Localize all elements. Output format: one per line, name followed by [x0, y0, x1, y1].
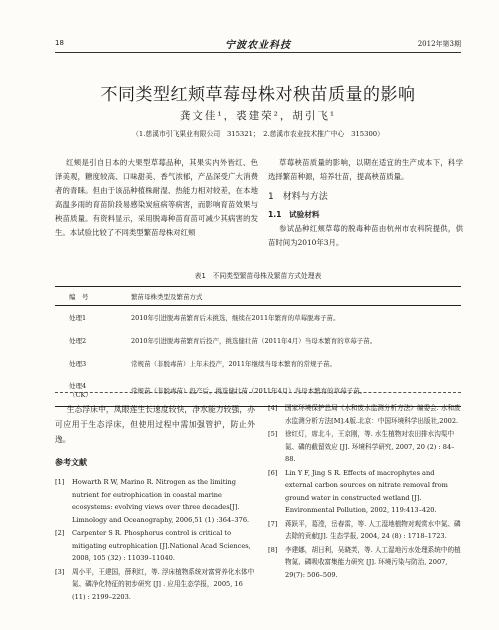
references-heading: 参考文献	[55, 458, 87, 467]
intro-paragraph-continued: 草莓秧苗质量的影响，以期在适宜的生产成本下，科学选择繁苗种源，培养壮苗，提高秧苗质量。	[268, 158, 463, 181]
table-cell-desc: 常规苗（非脱毒苗）投产后，挑选健壮苗（2011年4月）当母本繁育的草莓子苗。	[131, 386, 367, 395]
article-divider	[55, 392, 461, 393]
reference-item	[268, 428, 463, 466]
section-heading-materials: 1 材料与方法	[268, 192, 328, 202]
materials-paragraph: 参试品种红颊草莓的脱毒种苗由杭州市农科院提供，供苗时间为2010年3月。	[268, 224, 463, 247]
reference-item	[55, 476, 255, 526]
page-number: 18	[55, 39, 64, 47]
table-cell-desc: 2010年引进脱毒苗繁育后未挑选，继续在2011年繁育的草莓脱毒子苗。	[131, 313, 340, 322]
article-affiliation: （1.慈溪市引飞果业有限公司 315321； 2.慈溪市农业技术推广中心 315300）	[132, 130, 384, 138]
prev-article-column-left	[55, 402, 255, 604]
table-cell-desc: 2010年引进脱毒苗繁育后投产，挑选健壮苗（2011年4月）当母本繁育的草莓子苗。	[131, 336, 377, 345]
reference-item	[268, 518, 463, 543]
references-list-left	[55, 476, 255, 603]
table-cell-id: 处理1	[69, 313, 87, 322]
reference-number: [6]	[268, 468, 278, 477]
reference-text: Lin Y F, Jing S R. Effects of macrophytes and external carbon sources on nitrate removal from ground water in constructed wetland [J]. Environmental Pollution, 2002, 119:413–420.	[285, 468, 448, 514]
reference-number: [2]	[55, 529, 65, 537]
reference-number: [5]	[268, 430, 278, 438]
reference-number: [4]	[268, 404, 278, 412]
table-row	[55, 329, 461, 352]
table-cell-id: 处理2	[69, 336, 87, 345]
article-authors: 龚文佳¹，裘建荣²，胡引飞¹	[179, 110, 337, 122]
references-list-right	[268, 402, 463, 581]
reference-number: [8]	[268, 545, 278, 554]
prev-article-column-right	[268, 402, 463, 582]
reference-text: 蒋跃平，葛滢，岳春雷，等. 人工湿地植物对观赏水中氮、磷去除的贡献[J]. 生态学报, 2004, 24 (8) : 1718–1723.	[285, 519, 461, 540]
table-header-row	[55, 287, 461, 306]
reference-item	[55, 527, 255, 565]
reference-item	[55, 566, 255, 604]
reference-text: 徐红灯，席北斗，王京刚，等. 水生植物对农田排水沟渠中氮、磷的截留效应 [J]. 环境科学研究, 2007, 20 (2) : 84–88.	[285, 430, 455, 463]
reference-number: [3]	[55, 567, 65, 576]
running-header	[55, 38, 461, 53]
table-row	[55, 306, 461, 329]
reference-text: Howarth R W, Marino R. Nitrogen as the limiting nutrient for eutrophication in coastal marine ecosystems: evolving views over three decades[J]. Limnology and Oceanography, 2006,51 (1) :364–376.	[72, 478, 250, 524]
reference-text: 国家环境保护总局《水和废水监测分析方法》编委会. 水和废水监测分析方法[M].4版.北京：中国环境科学出版社,2002.	[285, 404, 461, 425]
reference-item	[268, 402, 463, 427]
reference-item	[268, 544, 463, 582]
article-title: 不同类型红颊草莓母株对秧苗质量的影响	[100, 85, 416, 105]
intro-paragraph: 红颊是引自日本的大果型草莓品种，其果实内外皆红、色泽美观，糖度较高、口味甜美、香气浓郁，产品深受广大消费者的青睐。但由于该品种植株耐湿、热能力相对较差，在本地高温多雨的育苗阶段易感染炭疽病等病害，而影响育苗效果与秧苗质量。有资料显示，采用脱毒种苗育苗可减少其病害的发生。本试验比较了不同类型繁苗母株对红颊	[55, 158, 258, 237]
reference-item	[268, 467, 463, 517]
intro-column-left	[55, 156, 258, 240]
table-header-desc: 繁苗母株类型及繁苗方式	[131, 292, 203, 301]
table-cell-desc: 常规苗（非脱毒苗）上年未投产，2011年继续当母本繁育的常规子苗。	[131, 359, 337, 368]
table-row	[55, 352, 461, 375]
reference-text: Carpenter S R. Phosphorus control is critical to mitigating eutrophication [J].National Acad Sciences, 2008, 105 (32) : 11039–11040.	[72, 529, 251, 562]
reference-text: 李建娜，胡日利，吴晓芙，等. 人工湿地污水处理系统中的植物氮、磷吸收富集能力研究 [J]. 环境污染与防治, 2007, 29(7): 506–509.	[285, 545, 461, 579]
subsection-heading-materials: 1.1 试验材料	[268, 210, 320, 219]
journal-name: 宁波农业科技	[225, 40, 291, 51]
intro-column-right	[268, 156, 463, 250]
issue-label: 2012年第3期	[417, 40, 461, 48]
reference-text: 周小平，王建国，薛利红，等. 浮床植物系统对富营养化水体中氮、磷净化特征的初步研究 [J] . 应用生态学报，2005, 16 (11) : 2199–2203.	[72, 567, 255, 601]
treatment-table	[55, 286, 461, 407]
table-header-id: 编 号	[69, 292, 89, 301]
reference-number: [1]	[55, 478, 65, 486]
reference-number: [7]	[268, 519, 278, 528]
table-cell-id: 处理4 （CK）	[69, 382, 92, 400]
table-caption: 表1 不同类型繁苗母株及繁苗方式处理表	[194, 272, 322, 280]
conclusion-paragraph: 生态浮床中，凤眼莲生长速度较快，净水能力较强，亦可应用于生态浮床，但使用过程中需加强管护，防止外逸。	[55, 405, 255, 444]
table-cell-id: 处理3	[69, 359, 87, 368]
